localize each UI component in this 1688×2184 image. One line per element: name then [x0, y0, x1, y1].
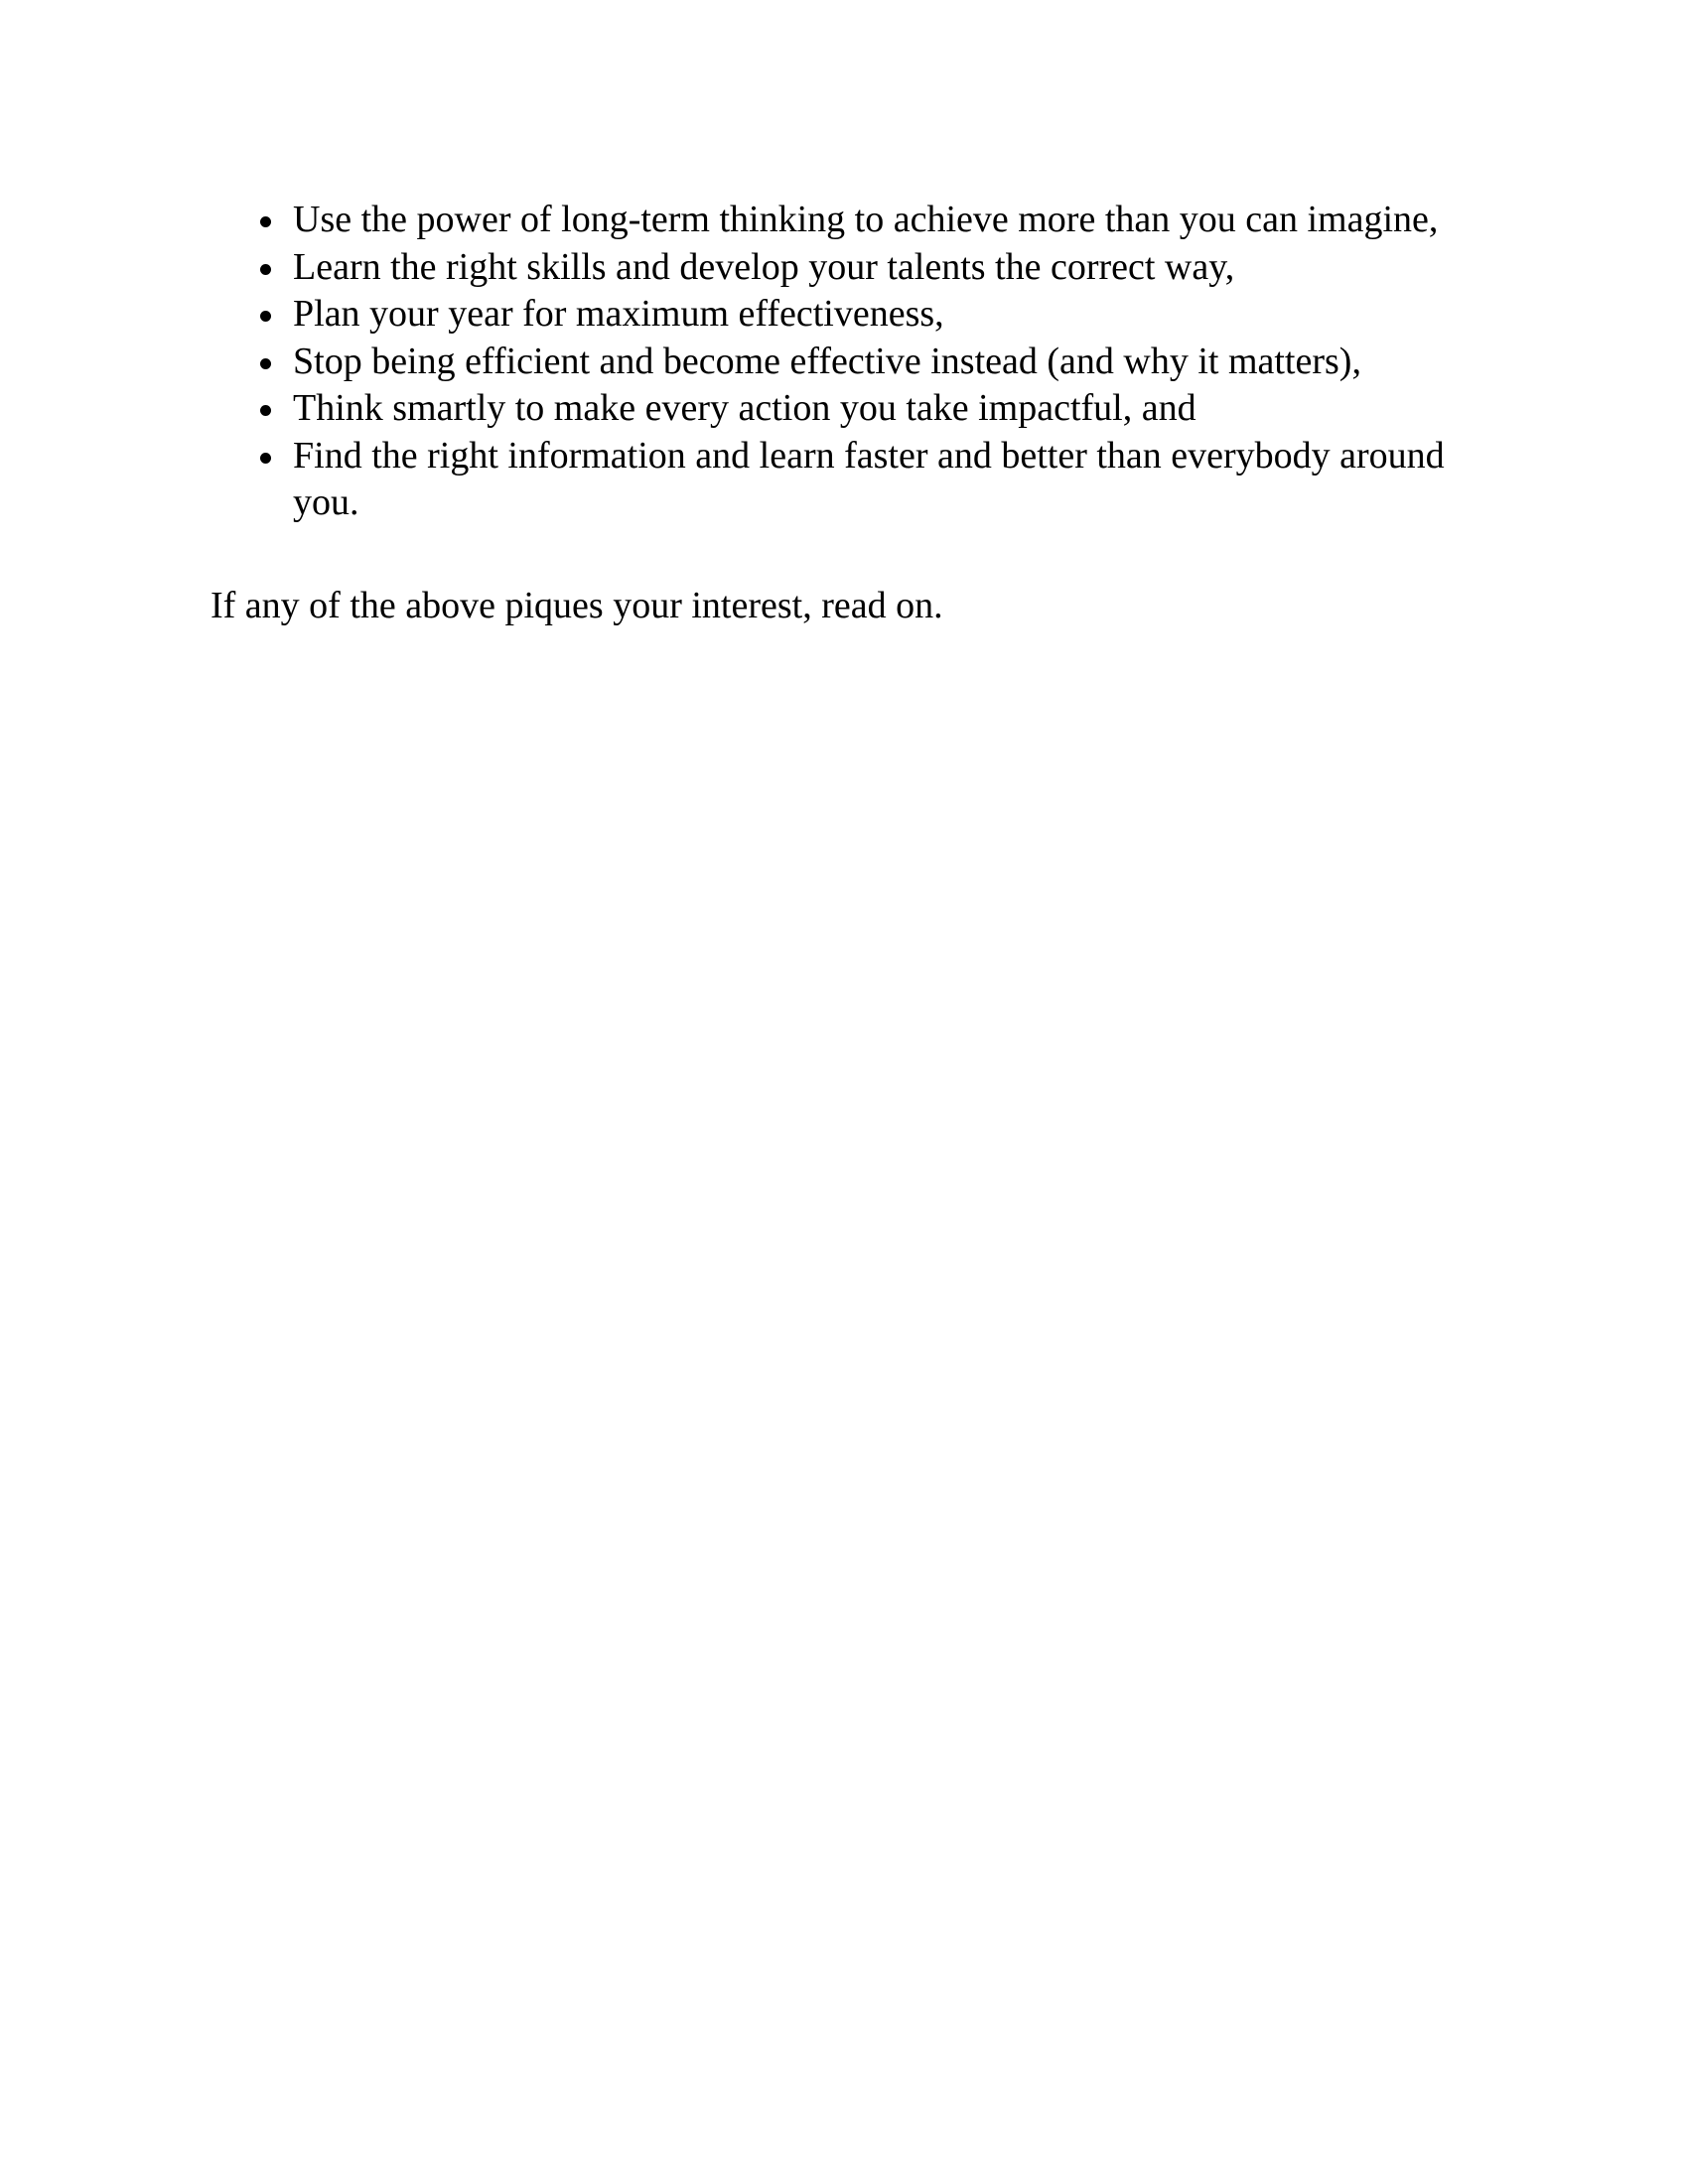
closing-paragraph: If any of the above piques your interest, read on.: [211, 584, 943, 626]
list-item: [211, 244, 1494, 292]
list-item: [211, 385, 1494, 433]
bullet-list: [211, 197, 1481, 527]
list-item: [211, 197, 1494, 244]
list-item-text: Plan your year for maximum effectiveness,: [293, 293, 944, 335]
list-item-text: Think smartly to make every action you take impactful, and: [293, 387, 1196, 429]
list-item: [211, 291, 1494, 339]
bullet-icon: [260, 358, 271, 369]
list-item: [211, 433, 1494, 527]
list-item-text: Use the power of long-term thinking to achieve more than you can imagine,: [293, 199, 1439, 240]
list-item-text: Learn the right skills and develop your talents the correct way,: [293, 245, 1235, 288]
bullet-icon: [260, 405, 271, 416]
bullet-icon: [260, 264, 271, 275]
bullet-icon: [260, 453, 271, 464]
page-content: [211, 197, 1481, 629]
list-item: [211, 339, 1494, 386]
bullet-icon: [260, 311, 271, 322]
bullet-icon: [260, 216, 271, 227]
list-item-text: Stop being efficient and become effective instead (and why it matters),: [293, 340, 1361, 382]
list-item-text: Find the right information and learn faster and better than everybody around you.: [293, 434, 1445, 523]
